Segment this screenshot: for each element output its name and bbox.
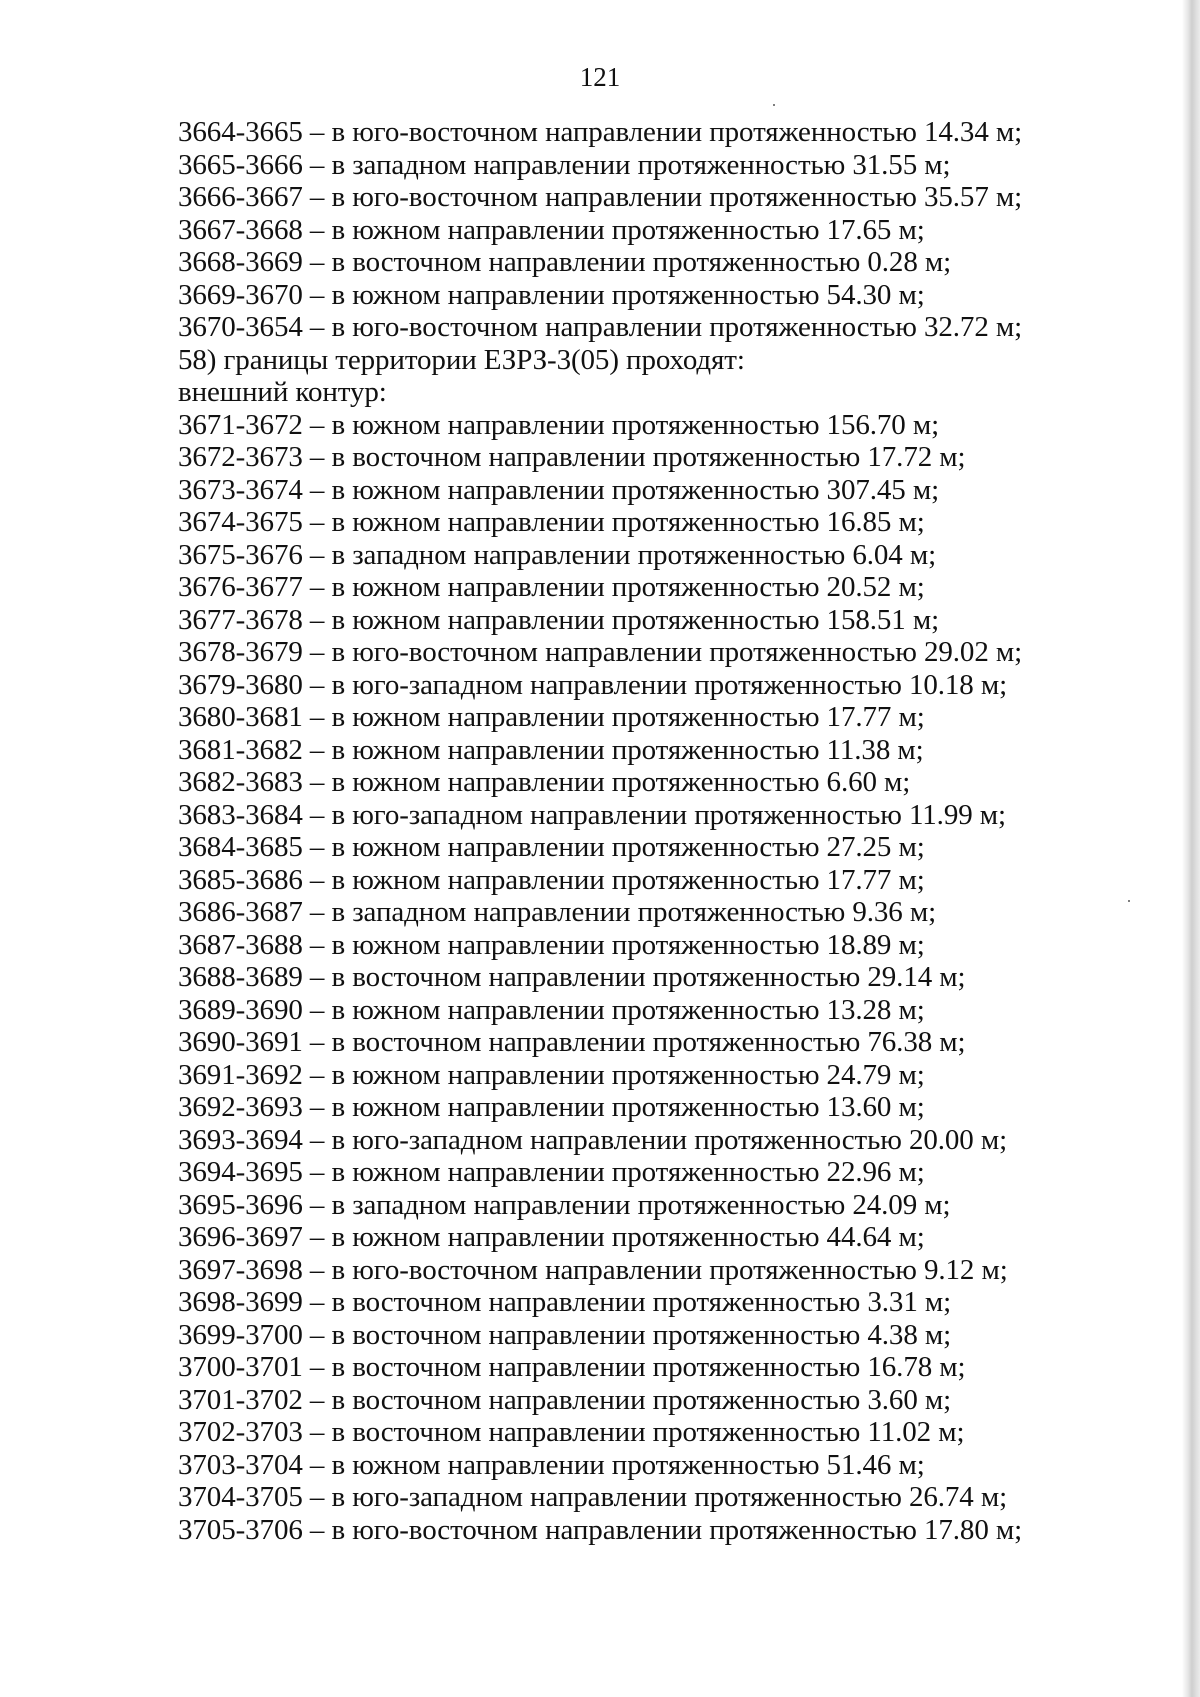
line-35: 3696-3697 – в южном направлении протяженностью 44.64 м; <box>178 1221 925 1253</box>
line-23: 3684-3685 – в южном направлении протяженностью 27.25 м; <box>178 831 925 863</box>
section-heading: 58) границы территории ЕЗРЗ-3(05) проходят: <box>178 343 745 376</box>
section-subheading: внешний контур: <box>178 376 387 408</box>
line-10: 3671-3672 – в южном направлении протяженностью 156.70 м; <box>178 408 940 441</box>
line-24: 3685-3686 – в южном направлении протяженностью 17.77 м; <box>178 863 925 896</box>
line-36: 3697-3698 – в юго-восточном направлении протяженностью 9.12 м; <box>178 1253 1008 1286</box>
line-28: 3689-3690 – в южном направлении протяженностью 13.28 м; <box>178 993 925 1026</box>
page-number: 121 <box>579 62 621 92</box>
line-38: 3699-3700 – в восточном направлении протяженностью 4.38 м; <box>178 1318 952 1351</box>
document-body <box>178 116 1138 1546</box>
line-40: 3701-3702 – в восточном направлении протяженностью 3.60 м; <box>178 1383 952 1416</box>
line-03: 3666-3667 – в юго-восточном направлении протяженностью 35.57 м; <box>178 181 1023 213</box>
line-19: 3680-3681 – в южном направлении протяженностью 17.77 м; <box>178 701 925 733</box>
line-41: 3702-3703 – в восточном направлении протяженностью 11.02 м; <box>178 1416 965 1448</box>
line-21: 3682-3683 – в южном направлении протяженностью 6.60 м; <box>178 766 911 798</box>
line-01: 3664-3665 – в юго-восточном направлении протяженностью 14.34 м; <box>178 116 1023 148</box>
line-16: 3677-3678 – в южном направлении протяженностью 158.51 м; <box>178 603 940 636</box>
line-39: 3700-3701 – в восточном направлении протяженностью 16.78 м; <box>178 1351 966 1383</box>
line-33: 3694-3695 – в южном направлении протяженностью 22.96 м; <box>178 1156 925 1188</box>
scan-edge <box>1182 0 1200 1697</box>
line-17: 3678-3679 – в юго-восточном направлении протяженностью 29.02 м; <box>178 636 1023 668</box>
line-34: 3695-3696 – в западном направлении протяженностью 24.09 м; <box>178 1188 951 1221</box>
line-30: 3691-3692 – в южном направлении протяженностью 24.79 м; <box>178 1058 925 1091</box>
line-31: 3692-3693 – в южном направлении протяженностью 13.60 м; <box>178 1091 925 1123</box>
line-32: 3693-3694 – в юго-западном направлении протяженностью 20.00 м; <box>178 1123 1008 1156</box>
line-25: 3686-3687 – в западном направлении протяженностью 9.36 м; <box>178 896 937 928</box>
line-27: 3688-3689 – в восточном направлении протяженностью 29.14 м; <box>178 961 966 993</box>
scan-speck <box>1128 900 1130 902</box>
line-15: 3676-3677 – в южном направлении протяженностью 20.52 м; <box>178 571 925 603</box>
line-13: 3674-3675 – в южном направлении протяженностью 16.85 м; <box>178 506 925 538</box>
line-18: 3679-3680 – в юго-западном направлении протяженностью 10.18 м; <box>178 668 1008 701</box>
line-22: 3683-3684 – в юго-западном направлении протяженностью 11.99 м; <box>178 798 1006 831</box>
line-07: 3670-3654 – в юго-восточном направлении протяженностью 32.72 м; <box>178 311 1023 343</box>
line-43: 3704-3705 – в юго-западном направлении протяженностью 26.74 м; <box>178 1481 1008 1513</box>
scan-speck <box>773 104 775 106</box>
line-02: 3665-3666 – в западном направлении протяженностью 31.55 м; <box>178 148 951 181</box>
line-20: 3681-3682 – в южном направлении протяженностью 11.38 м; <box>178 733 924 766</box>
line-42: 3703-3704 – в южном направлении протяженностью 51.46 м; <box>178 1448 925 1481</box>
line-06: 3669-3670 – в южном направлении протяженностью 54.30 м; <box>178 278 925 311</box>
line-37: 3698-3699 – в восточном направлении протяженностью 3.31 м; <box>178 1286 952 1318</box>
line-29: 3690-3691 – в восточном направлении протяженностью 76.38 м; <box>178 1026 966 1058</box>
line-14: 3675-3676 – в западном направлении протяженностью 6.04 м; <box>178 538 937 571</box>
line-04: 3667-3668 – в южном направлении протяженностью 17.65 м; <box>178 213 925 246</box>
line-12: 3673-3674 – в южном направлении протяженностью 307.45 м; <box>178 473 940 506</box>
line-11: 3672-3673 – в восточном направлении протяженностью 17.72 м; <box>178 441 966 473</box>
line-26: 3687-3688 – в южном направлении протяженностью 18.89 м; <box>178 928 925 961</box>
line-05: 3668-3669 – в восточном направлении протяженностью 0.28 м; <box>178 246 952 278</box>
line-44: 3705-3706 – в юго-восточном направлении протяженностью 17.80 м; <box>178 1513 1023 1546</box>
